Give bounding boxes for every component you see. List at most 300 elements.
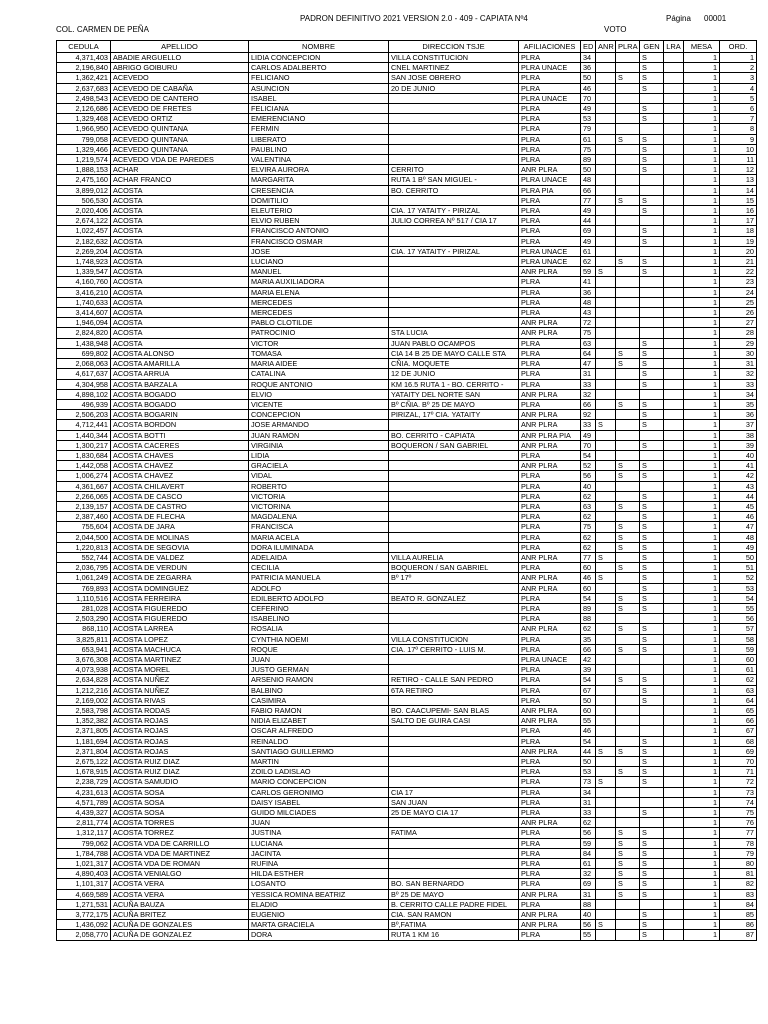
nombre-cell: MAGDALENA	[249, 512, 389, 522]
anr-cell	[596, 838, 616, 848]
afiliaciones-cell: PLRA	[519, 512, 581, 522]
table-row	[57, 920, 757, 930]
gen-cell: S	[640, 552, 664, 562]
apellido-cell: ACOSTA DE VALDEZ	[111, 552, 249, 562]
orden-cell: 67	[720, 726, 757, 736]
gen-cell: S	[640, 501, 664, 511]
apellido-cell: ACOSTA MACHUCA	[111, 644, 249, 654]
nombre-cell: LIBERATO	[249, 134, 389, 144]
anr-cell	[596, 522, 616, 532]
orden-cell: 47	[720, 522, 757, 532]
gen-cell: S	[640, 512, 664, 522]
mesa-cell: 1	[684, 818, 720, 828]
plra-cell	[616, 797, 640, 807]
plra-cell: S	[616, 471, 640, 481]
lra-cell	[664, 267, 684, 277]
plra-cell: S	[616, 542, 640, 552]
direccion-cell	[389, 226, 519, 236]
edad-cell: 62	[581, 532, 596, 542]
apellido-cell: ACEVEDO ORTIZ	[111, 114, 249, 124]
nombre-cell: LUCIANA	[249, 838, 389, 848]
apellido-cell: ACOSTA DE JARA	[111, 522, 249, 532]
apellido-cell: ACEVEDO	[111, 73, 249, 83]
cedula-cell: 868,110	[57, 624, 111, 634]
lra-cell	[664, 910, 684, 920]
cedula-cell: 799,058	[57, 134, 111, 144]
cedula-cell: 3,676,308	[57, 654, 111, 664]
apellido-cell: ACHAR FRANCO	[111, 175, 249, 185]
nombre-cell: TOMASA	[249, 348, 389, 358]
anr-cell	[596, 450, 616, 460]
mesa-cell: 1	[684, 83, 720, 93]
direccion-cell	[389, 481, 519, 491]
table-row	[57, 787, 757, 797]
direccion-cell	[389, 277, 519, 287]
apellido-cell: ACOSTA VENIALGO	[111, 869, 249, 879]
afiliaciones-cell: ANR PLRA	[519, 420, 581, 430]
lra-cell	[664, 450, 684, 460]
apellido-cell: ACOSTA VDA DE CARRILLO	[111, 838, 249, 848]
mesa-cell: 1	[684, 216, 720, 226]
apellido-cell: ACOSTA FERREIRA	[111, 593, 249, 603]
edad-cell: 46	[581, 83, 596, 93]
afiliaciones-cell: PLRA	[519, 338, 581, 348]
lra-cell	[664, 828, 684, 838]
orden-cell: 46	[720, 512, 757, 522]
plra-cell	[616, 420, 640, 430]
apellido-cell: ACOSTA RIVAS	[111, 695, 249, 705]
edad-cell: 50	[581, 695, 596, 705]
edad-cell: 54	[581, 450, 596, 460]
gen-cell: S	[640, 338, 664, 348]
gen-cell	[640, 665, 664, 675]
plra-cell: S	[616, 501, 640, 511]
col-header-edad: ED	[581, 41, 596, 53]
gen-cell	[640, 614, 664, 624]
direccion-cell: RETIRO - CALLE SAN PEDRO	[389, 675, 519, 685]
cedula-cell: 653,941	[57, 644, 111, 654]
mesa-cell: 1	[684, 155, 720, 165]
nombre-cell: MERCEDES	[249, 297, 389, 307]
table-row	[57, 716, 757, 726]
plra-cell	[616, 787, 640, 797]
orden-cell: 45	[720, 501, 757, 511]
table-row	[57, 175, 757, 185]
edad-cell: 56	[581, 920, 596, 930]
plra-cell: S	[616, 593, 640, 603]
orden-cell: 87	[720, 930, 757, 940]
nombre-cell: DORA ILUMINADA	[249, 542, 389, 552]
col-header-apellido: APELLIDO	[111, 41, 249, 53]
apellido-cell: ACEVEDO DE CABAÑA	[111, 83, 249, 93]
anr-cell: S	[596, 267, 616, 277]
lra-cell	[664, 818, 684, 828]
nombre-cell: VICTORIA	[249, 491, 389, 501]
apellido-cell: ACOSTA DE VERDUN	[111, 563, 249, 573]
plra-cell: S	[616, 73, 640, 83]
edad-cell: 34	[581, 53, 596, 63]
afiliaciones-cell: PLRA	[519, 532, 581, 542]
lra-cell	[664, 746, 684, 756]
direccion-cell: CIA. SAN RAMON	[389, 910, 519, 920]
edad-cell: 62	[581, 624, 596, 634]
gen-cell: S	[640, 695, 664, 705]
orden-cell: 13	[720, 175, 757, 185]
direccion-cell: VILLA AURELIA	[389, 552, 519, 562]
gen-cell: S	[640, 869, 664, 879]
nombre-cell: JOSE ARMANDO	[249, 420, 389, 430]
edad-cell: 53	[581, 767, 596, 777]
nombre-cell: LIDIA CONCEPCION	[249, 53, 389, 63]
orden-cell: 85	[720, 910, 757, 920]
plra-cell	[616, 165, 640, 175]
lra-cell	[664, 83, 684, 93]
nombre-cell: REINALDO	[249, 736, 389, 746]
direccion-cell	[389, 746, 519, 756]
plra-cell: S	[616, 624, 640, 634]
plra-cell	[616, 410, 640, 420]
gen-cell	[640, 654, 664, 664]
plra-cell	[616, 369, 640, 379]
lra-cell	[664, 603, 684, 613]
anr-cell	[596, 53, 616, 63]
mesa-cell: 1	[684, 297, 720, 307]
orden-cell: 11	[720, 155, 757, 165]
orden-cell: 32	[720, 369, 757, 379]
cedula-cell: 552,744	[57, 552, 111, 562]
gen-cell	[640, 308, 664, 318]
afiliaciones-cell: PLRA	[519, 501, 581, 511]
mesa-cell: 1	[684, 246, 720, 256]
edad-cell: 43	[581, 308, 596, 318]
orden-cell: 71	[720, 767, 757, 777]
orden-cell: 1	[720, 53, 757, 63]
afiliaciones-cell: ANR PLRA	[519, 920, 581, 930]
table-row	[57, 869, 757, 879]
mesa-cell: 1	[684, 665, 720, 675]
cedula-cell: 4,231,613	[57, 787, 111, 797]
afiliaciones-cell: PLRA	[519, 675, 581, 685]
cedula-cell: 281,028	[57, 603, 111, 613]
afiliaciones-cell: PLRA	[519, 614, 581, 624]
orden-cell: 66	[720, 716, 757, 726]
afiliaciones-cell: PLRA UNACE	[519, 63, 581, 73]
apellido-cell: ACOSTA DE ZEGARRA	[111, 573, 249, 583]
cedula-cell: 3,899,012	[57, 185, 111, 195]
afiliaciones-cell: PLRA	[519, 399, 581, 409]
apellido-cell: ACOSTA VDA DE MARTINEZ	[111, 848, 249, 858]
plra-cell: S	[616, 359, 640, 369]
table-row	[57, 654, 757, 664]
plra-cell	[616, 430, 640, 440]
anr-cell	[596, 930, 616, 940]
afiliaciones-cell: PLRA	[519, 797, 581, 807]
nombre-cell: ROBERTO	[249, 481, 389, 491]
edad-cell: 33	[581, 808, 596, 818]
nombre-cell: MERCEDES	[249, 308, 389, 318]
plra-cell	[616, 899, 640, 909]
lra-cell	[664, 614, 684, 624]
afiliaciones-cell: PLRA	[519, 665, 581, 675]
table-row	[57, 308, 757, 318]
edad-cell: 69	[581, 226, 596, 236]
table-row	[57, 848, 757, 858]
nombre-cell: CECILIA	[249, 563, 389, 573]
cedula-cell: 1,888,153	[57, 165, 111, 175]
gen-cell: S	[640, 348, 664, 358]
gen-cell: S	[640, 685, 664, 695]
cedula-cell: 496,939	[57, 399, 111, 409]
apellido-cell: ACOSTA	[111, 297, 249, 307]
edad-cell: 36	[581, 287, 596, 297]
edad-cell: 52	[581, 461, 596, 471]
nombre-cell: FRANCISCO ANTONIO	[249, 226, 389, 236]
plra-cell	[616, 246, 640, 256]
cedula-cell: 2,583,798	[57, 706, 111, 716]
table-row	[57, 185, 757, 195]
afiliaciones-cell: PLRA	[519, 83, 581, 93]
nombre-cell: OSCAR ALFREDO	[249, 726, 389, 736]
afiliaciones-cell: ANR PLRA	[519, 165, 581, 175]
orden-cell: 22	[720, 267, 757, 277]
direccion-cell: CIA 14 B 25 DE MAYO CALLE STA	[389, 348, 519, 358]
edad-cell: 84	[581, 848, 596, 858]
plra-cell	[616, 614, 640, 624]
nombre-cell: CONCEPCION	[249, 410, 389, 420]
afiliaciones-cell: PLRA	[519, 563, 581, 573]
afiliaciones-cell: PLRA	[519, 899, 581, 909]
nombre-cell: DOMITILIO	[249, 195, 389, 205]
lra-cell	[664, 359, 684, 369]
lra-cell	[664, 144, 684, 154]
table-row	[57, 359, 757, 369]
edad-cell: 72	[581, 318, 596, 328]
apellido-cell: ACOSTA BOGADO	[111, 389, 249, 399]
lra-cell	[664, 920, 684, 930]
nombre-cell: JUAN	[249, 818, 389, 828]
edad-cell: 40	[581, 481, 596, 491]
cedula-cell: 4,439,327	[57, 808, 111, 818]
mesa-cell: 1	[684, 277, 720, 287]
lra-cell	[664, 654, 684, 664]
direccion-cell: 12 DE JUNIO	[389, 369, 519, 379]
nombre-cell: ISABEL	[249, 93, 389, 103]
afiliaciones-cell: PLRA	[519, 869, 581, 879]
cedula-cell: 1,220,813	[57, 542, 111, 552]
nombre-cell: ADELAIDA	[249, 552, 389, 562]
orden-cell: 41	[720, 461, 757, 471]
lra-cell	[664, 308, 684, 318]
anr-cell	[596, 165, 616, 175]
lra-cell	[664, 246, 684, 256]
apellido-cell: ACOSTA CACERES	[111, 440, 249, 450]
table-row	[57, 675, 757, 685]
afiliaciones-cell: PLRA	[519, 481, 581, 491]
nombre-cell: ADOLFO	[249, 583, 389, 593]
mesa-cell: 1	[684, 410, 720, 420]
direccion-cell: CIA. 17º CERRITO - LUIS M.	[389, 644, 519, 654]
lra-cell	[664, 736, 684, 746]
afiliaciones-cell: ANR PLRA	[519, 440, 581, 450]
gen-cell: S	[640, 226, 664, 236]
nombre-cell: ELVIRA AURORA	[249, 165, 389, 175]
afiliaciones-cell: PLRA	[519, 287, 581, 297]
gen-cell: S	[640, 930, 664, 940]
afiliaciones-cell: PLRA UNACE	[519, 93, 581, 103]
cedula-cell: 1,966,950	[57, 124, 111, 134]
cedula-cell: 4,890,403	[57, 869, 111, 879]
anr-cell	[596, 175, 616, 185]
mesa-cell: 1	[684, 767, 720, 777]
anr-cell	[596, 726, 616, 736]
gen-cell: S	[640, 206, 664, 216]
afiliaciones-cell: ANR PLRA	[519, 583, 581, 593]
lra-cell	[664, 328, 684, 338]
cedula-cell: 1,784,788	[57, 848, 111, 858]
plra-cell	[616, 318, 640, 328]
gen-cell: S	[640, 603, 664, 613]
plra-cell	[616, 93, 640, 103]
mesa-cell: 1	[684, 461, 720, 471]
direccion-cell	[389, 624, 519, 634]
apellido-cell: ACOSTA ROJAS	[111, 726, 249, 736]
table-row	[57, 338, 757, 348]
afiliaciones-cell: PLRA	[519, 603, 581, 613]
afiliaciones-cell: PLRA	[519, 828, 581, 838]
plra-cell	[616, 226, 640, 236]
anr-cell	[596, 287, 616, 297]
edad-cell: 60	[581, 706, 596, 716]
orden-cell: 63	[720, 685, 757, 695]
anr-cell	[596, 63, 616, 73]
orden-cell: 72	[720, 777, 757, 787]
lra-cell	[664, 665, 684, 675]
gen-cell	[640, 297, 664, 307]
direccion-cell: Bº 17º	[389, 573, 519, 583]
orden-cell: 42	[720, 471, 757, 481]
cedula-cell: 699,802	[57, 348, 111, 358]
mesa-cell: 1	[684, 654, 720, 664]
direccion-cell	[389, 583, 519, 593]
lra-cell	[664, 471, 684, 481]
apellido-cell: ACOSTA	[111, 226, 249, 236]
edad-cell: 66	[581, 185, 596, 195]
edad-cell: 53	[581, 114, 596, 124]
plra-cell: S	[616, 828, 640, 838]
apellido-cell: ACOSTA LARREA	[111, 624, 249, 634]
nombre-cell: VALENTINA	[249, 155, 389, 165]
plra-cell	[616, 716, 640, 726]
direccion-cell	[389, 501, 519, 511]
mesa-cell: 1	[684, 879, 720, 889]
plra-cell	[616, 175, 640, 185]
orden-cell: 79	[720, 848, 757, 858]
gen-cell	[640, 797, 664, 807]
apellido-cell: ACOSTA BORDON	[111, 420, 249, 430]
gen-cell: S	[640, 236, 664, 246]
mesa-cell: 1	[684, 63, 720, 73]
edad-cell: 62	[581, 257, 596, 267]
afiliaciones-cell: PLRA	[519, 787, 581, 797]
gen-cell: S	[640, 144, 664, 154]
plra-cell: S	[616, 644, 640, 654]
table-row	[57, 430, 757, 440]
gen-cell	[640, 450, 664, 460]
table-row	[57, 287, 757, 297]
anr-cell	[596, 634, 616, 644]
plra-cell	[616, 665, 640, 675]
lra-cell	[664, 399, 684, 409]
direccion-cell: BEATO R. GONZALEZ	[389, 593, 519, 603]
afiliaciones-cell: PLRA	[519, 757, 581, 767]
mesa-cell: 1	[684, 287, 720, 297]
mesa-cell: 1	[684, 522, 720, 532]
cedula-cell: 799,062	[57, 838, 111, 848]
plra-cell	[616, 83, 640, 93]
cedula-cell: 506,530	[57, 195, 111, 205]
edad-cell: 39	[581, 665, 596, 675]
gen-cell	[640, 185, 664, 195]
plra-cell	[616, 808, 640, 818]
anr-cell	[596, 134, 616, 144]
orden-cell: 10	[720, 144, 757, 154]
plra-cell	[616, 124, 640, 134]
plra-cell	[616, 910, 640, 920]
lra-cell	[664, 430, 684, 440]
mesa-cell: 1	[684, 838, 720, 848]
cedula-cell: 1,442,058	[57, 461, 111, 471]
anr-cell: S	[596, 552, 616, 562]
nombre-cell: ELVIO RUBEN	[249, 216, 389, 226]
apellido-cell: ACOSTA	[111, 338, 249, 348]
nombre-cell: MARGARITA	[249, 175, 389, 185]
apellido-cell: ACEVEDO QUINTANA	[111, 124, 249, 134]
cedula-cell: 2,058,770	[57, 930, 111, 940]
lra-cell	[664, 552, 684, 562]
table-row	[57, 899, 757, 909]
afiliaciones-cell: ANR PLRA	[519, 573, 581, 583]
lra-cell	[664, 767, 684, 777]
nombre-cell: ELADIO	[249, 899, 389, 909]
direccion-cell	[389, 134, 519, 144]
cedula-cell: 2,674,122	[57, 216, 111, 226]
mesa-cell: 1	[684, 257, 720, 267]
edad-cell: 32	[581, 389, 596, 399]
anr-cell	[596, 654, 616, 664]
direccion-cell	[389, 757, 519, 767]
apellido-cell: ACOSTA ROJAS	[111, 736, 249, 746]
gen-cell: S	[640, 104, 664, 114]
nombre-cell: VICENTE	[249, 399, 389, 409]
apellido-cell: ACEVEDO QUINTANA	[111, 134, 249, 144]
lra-cell	[664, 859, 684, 869]
nombre-cell: NIDIA ELIZABET	[249, 716, 389, 726]
direccion-cell: VILLA CONSTITUCION	[389, 53, 519, 63]
cedula-cell: 1,440,344	[57, 430, 111, 440]
edad-cell: 73	[581, 777, 596, 787]
gen-cell: S	[640, 522, 664, 532]
gen-cell	[640, 175, 664, 185]
edad-cell: 49	[581, 236, 596, 246]
afiliaciones-cell: PLRA	[519, 767, 581, 777]
apellido-cell: ACOSTA	[111, 328, 249, 338]
afiliaciones-cell: ANR PLRA	[519, 624, 581, 634]
nombre-cell: ROQUE ANTONIO	[249, 379, 389, 389]
direccion-cell: 25 DE MAYO CIA 17	[389, 808, 519, 818]
anr-cell	[596, 603, 616, 613]
orden-cell: 16	[720, 206, 757, 216]
anr-cell	[596, 73, 616, 83]
